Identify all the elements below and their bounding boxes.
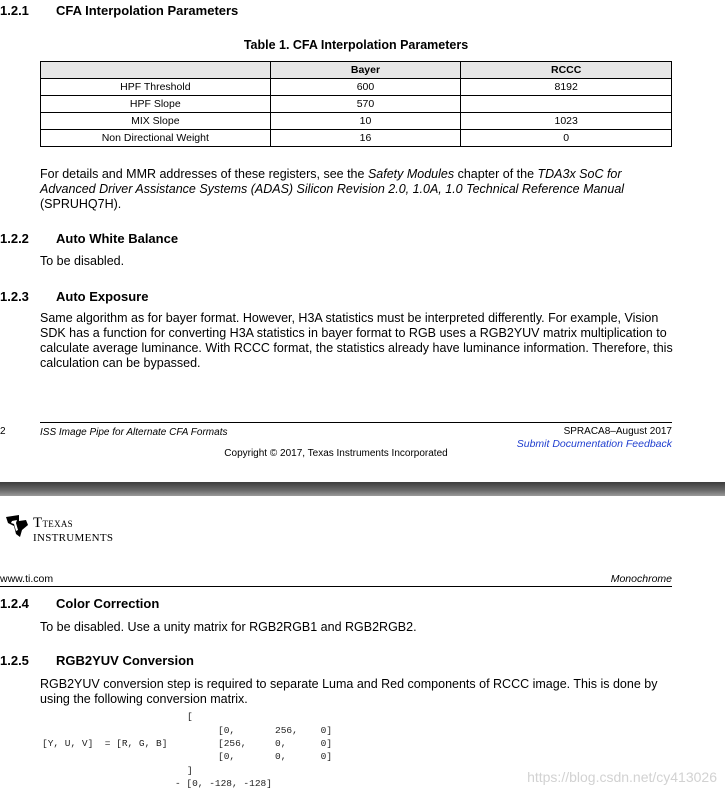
- details-text-1: For details and MMR addresses of these registers, see the: [40, 167, 368, 181]
- table-row: [41, 130, 672, 147]
- rccc-value-cell: 1023: [461, 113, 672, 130]
- register-details-paragraph: [40, 167, 680, 212]
- param-name-cell: HPF Slope: [41, 96, 271, 113]
- param-name-cell: MIX Slope: [41, 113, 271, 130]
- submit-feedback-link[interactable]: Submit Documentation Feedback: [516, 438, 672, 450]
- watermark: https://blog.csdn.net/cy413026: [527, 769, 717, 785]
- cfa-parameters-table: [40, 61, 672, 147]
- table-row: [41, 79, 672, 96]
- header-section-name: Monochrome: [610, 573, 672, 585]
- table-header-row: [41, 62, 672, 79]
- ti-logo-line2: instruments: [33, 529, 114, 545]
- footer-doc-id: SPRACA8–August 2017: [563, 426, 672, 437]
- bayer-value-cell: 600: [270, 79, 461, 96]
- matrix-row-1: [0, 256, 0]: [218, 725, 333, 736]
- footer-rule: [40, 422, 672, 423]
- section-title-auto-white-balance: Auto White Balance: [56, 231, 179, 246]
- page-number: 2: [0, 426, 6, 437]
- ti-logo-line1: Ttexas: [33, 515, 73, 531]
- copyright-notice: Copyright © 2017, Texas Instruments Incorporated: [224, 448, 448, 459]
- auto-exposure-body: Same algorithm as for bayer format. However, H3A statistics must be interpreted differently. For example, Vision SDK has a function for converting H3A statistics in bayer format to RGB uses a RGB2YUV matrix multiplication to calculate average luminance. With RCCC format, the statistics already have luminance information. Therefore, this calculation can be bypassed.: [40, 311, 673, 370]
- trm-reference: TDA3x SoC for Advanced Driver Assistance Systems (ADAS) Silicon Revision 2.0, 1.0A, 1.0 Technical Reference Manual: [40, 167, 625, 196]
- section-title-auto-exposure: Auto Exposure: [56, 289, 149, 304]
- section-number-1-2-1: 1.2.1: [0, 3, 29, 18]
- rgb2yuv-body: RGB2YUV conversion step is required to separate Luma and Red components of RCCC image. This is done by using the following conversion matrix.: [40, 677, 658, 706]
- auto-white-balance-body: To be disabled.: [40, 254, 125, 268]
- section-number-1-2-4: 1.2.4: [0, 596, 29, 611]
- matrix-row-3: [0, 0, 0]: [218, 751, 333, 762]
- header-cell-param: [41, 62, 271, 79]
- details-text-2: chapter of the: [454, 167, 538, 181]
- details-text-3: (SPRUHQ7H).: [40, 197, 122, 211]
- section-title-cfa-interpolation: CFA Interpolation Parameters: [56, 3, 239, 18]
- section-title-rgb2yuv: RGB2YUV Conversion: [56, 653, 194, 668]
- matrix-lhs: [Y, U, V] = [R, G, B]: [42, 738, 168, 749]
- section-number-1-2-3: 1.2.3: [0, 289, 29, 304]
- bayer-value-cell: 16: [270, 130, 461, 147]
- footer-doc-title: ISS Image Pipe for Alternate CFA Formats: [40, 427, 228, 438]
- param-name-cell: Non Directional Weight: [41, 130, 271, 147]
- param-name-cell: HPF Threshold: [41, 79, 271, 96]
- safety-modules-ref: Safety Modules: [367, 167, 455, 181]
- section-number-1-2-2: 1.2.2: [0, 231, 29, 246]
- header-rule: [0, 586, 672, 587]
- header-cell-bayer: Bayer: [270, 62, 461, 79]
- table-caption: Table 1. CFA Interpolation Parameters: [243, 38, 469, 52]
- rccc-value-cell: 8192: [461, 79, 672, 96]
- rccc-value-cell: [461, 96, 672, 113]
- table-row: [41, 113, 672, 130]
- matrix-row-2: [256, 0, 0]: [218, 738, 333, 749]
- header-cell-rccc: RCCC: [461, 62, 672, 79]
- table-row: [41, 96, 672, 113]
- page-separator: [0, 482, 725, 496]
- color-correction-body: To be disabled. Use a unity matrix for RGB2RGB1 and RGB2RGB2.: [40, 620, 417, 634]
- matrix-open-bracket: [: [187, 711, 193, 722]
- bayer-value-cell: 570: [270, 96, 461, 113]
- header-site-url: www.ti.com: [0, 573, 54, 585]
- matrix-close-bracket: ]: [187, 765, 193, 776]
- section-title-color-correction: Color Correction: [56, 596, 160, 611]
- rccc-value-cell: 0: [461, 130, 672, 147]
- matrix-offset: - [0, -128, -128]: [175, 778, 272, 789]
- ti-logo-icon: [4, 512, 32, 540]
- section-number-1-2-5: 1.2.5: [0, 653, 29, 668]
- bayer-value-cell: 10: [270, 113, 461, 130]
